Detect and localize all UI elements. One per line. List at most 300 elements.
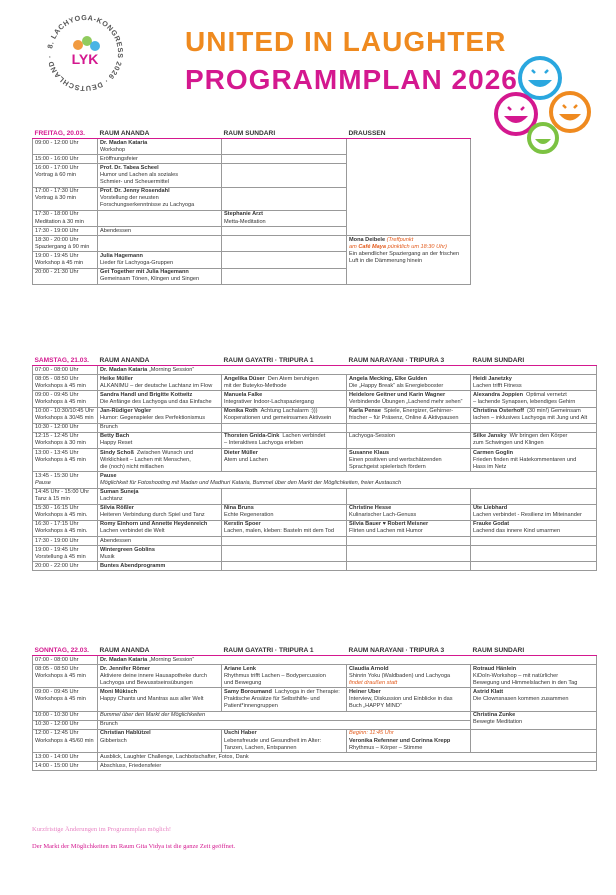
schedule-cell: Dr. Madan Kataria (100, 139, 148, 146)
schedule-cell: 13:00 - 13:45 Uhr (35, 449, 79, 456)
schedule-cell: Silvia Rößler (100, 505, 134, 512)
schedule-cell: Heidelore Geitner und Karin Wagner (349, 391, 446, 398)
schedule-cell (224, 433, 344, 440)
schedule-cell (33, 210, 98, 226)
schedule-cell: Happy Chants und Mantras aus aller Welt (100, 696, 204, 703)
schedule-cell (471, 449, 597, 472)
schedule-cell (33, 391, 98, 407)
schedule-cell: Veronika Refenner und Corinna Krepp (349, 737, 451, 744)
schedule-cell: Shinrin Yoku (Waldbaden) und Lachyoga (349, 672, 451, 679)
schedule-cell: 09:00 - 09:45 Uhr (35, 391, 79, 398)
column-header: RAUM SUNDARI (471, 647, 597, 656)
schedule-cell: Workshops à 45 min. (35, 512, 88, 519)
schedule-cell: Schmier- und Scheuermittel (100, 179, 170, 186)
schedule-cell (98, 520, 222, 536)
schedule-cell (100, 450, 219, 457)
schedule-cell (222, 375, 347, 391)
schedule-cell: Pause (35, 479, 51, 486)
schedule-cell: Brunch (98, 720, 471, 729)
table-row (33, 546, 597, 562)
schedule-cell: Silke Jansky (473, 433, 507, 440)
schedule-cell: Nina Bruns (224, 505, 254, 512)
schedule-cell: Möglichkeit für Fotoshooting mit Madan und Madhuri Kataria, Bummel über den Markt der Möglichkeiten, freier Austausch (100, 479, 402, 486)
schedule-cell (222, 432, 347, 448)
table-row (33, 366, 597, 375)
schedule-cell: Gibberisch (100, 737, 127, 744)
schedule-cell: Jan-Rüdiger Vogler (100, 408, 152, 415)
table-row (33, 656, 597, 665)
schedule-cell (473, 408, 594, 415)
schedule-cell (471, 665, 597, 688)
schedule-cell (222, 504, 347, 520)
schedule-cell: Bewegte Meditation (473, 719, 523, 726)
schedule-cell: 17:30 - 19:00 Uhr (33, 227, 98, 236)
schedule-cell: Den Atem beruhigen (267, 375, 319, 382)
schedule-cell (98, 407, 222, 423)
schedule-cell: Dieter Müller (224, 449, 258, 456)
schedule-cell: Sindy Schoß (100, 449, 134, 456)
schedule-cell (98, 210, 222, 226)
schedule-cell (471, 520, 597, 536)
schedule-cell: Ute Liebhard (473, 505, 508, 512)
schedule-cell (471, 562, 597, 571)
schedule-cell (224, 408, 344, 415)
schedule-cell: Sandra Handl und Brigitte Kottwitz (100, 391, 193, 398)
schedule-cell: 10:00 - 10:30 Uhr (33, 711, 98, 720)
schedule-cell (471, 375, 597, 391)
schedule-cell: Manuela Falke (224, 391, 263, 398)
schedule-cell: pünktlich um 18:30 Uhr) (387, 243, 447, 250)
table-row (33, 729, 597, 752)
schedule-cell: Workshops à 45 min (35, 398, 86, 405)
schedule-cell (222, 562, 347, 571)
schedule-cell: – lachende Synapsen, lebendiges Gehirn (473, 398, 576, 405)
schedule-cell (347, 729, 471, 752)
schedule-cell: Beginn: 11:45 Uhr (349, 730, 394, 737)
schedule-cell: Heidi Janetzky (473, 375, 512, 382)
schedule-cell: Hass im Netz (473, 463, 507, 470)
schedule-cell (222, 252, 347, 268)
schedule-cell: Die „Happy Break“ als Energiebooster (349, 382, 444, 389)
schedule-cell: Luft in die Dämmerung hinein (349, 258, 423, 264)
schedule-cell (222, 488, 347, 504)
schedule-cell: Get Together mit Julia Hagemann (100, 269, 189, 276)
schedule-cell (98, 375, 222, 391)
schedule-cell: Karla Pense (349, 408, 382, 415)
schedule-cell (471, 391, 597, 407)
schedule-cell: Workshops à 45 min (35, 672, 86, 679)
saturday-schedule-table (32, 357, 597, 571)
schedule-cell (349, 237, 468, 244)
schedule-cell (222, 688, 347, 711)
schedule-cell (98, 268, 222, 284)
schedule-cell (347, 665, 471, 688)
title-programmplan: PROGRAMMPLAN 2026 (185, 64, 518, 95)
schedule-cell (98, 391, 222, 407)
schedule-cell (33, 449, 98, 472)
schedule-cell (222, 449, 347, 472)
schedule-cell (98, 432, 222, 448)
schedule-cell (347, 488, 471, 504)
schedule-cell: Lachend das innere Kind umarmen (473, 528, 561, 535)
schedule-cell (98, 656, 597, 665)
schedule-cell: Buch „HAPPY MIND“ (349, 703, 402, 710)
logo-mark: LYK (71, 51, 99, 67)
schedule-cell: 10:00 - 10:30/10:45 Uhr (35, 408, 95, 415)
table-row (33, 472, 597, 488)
schedule-cell (33, 375, 98, 391)
schedule-cell (222, 537, 347, 546)
schedule-cell (98, 236, 222, 252)
schedule-cell: 16:00 - 17:00 Uhr (35, 164, 79, 171)
schedule-cell: 12:00 - 12:45 Uhr (35, 730, 79, 737)
schedule-cell: Ariane Lenk (224, 665, 257, 672)
schedule-cell: 09:00 - 09:45 Uhr (35, 688, 79, 695)
schedule-cell: Musik (100, 553, 115, 560)
schedule-cell (471, 432, 597, 448)
schedule-cell: Tanz à 15 min (35, 496, 70, 503)
schedule-cell: Ausblick, Laughter Challenge, Lachbotschafter, Fotos, Dank (98, 753, 597, 762)
column-header: RAUM SUNDARI (471, 357, 597, 366)
schedule-cell (98, 488, 222, 504)
schedule-cell: Christian Hablützel (100, 730, 151, 737)
schedule-cell: Spaziergang à 90 min (35, 243, 90, 250)
schedule-cell: Mona Deibele (349, 236, 386, 243)
schedule-cell (347, 423, 471, 432)
schedule-cell (222, 236, 347, 252)
table-row (33, 227, 471, 236)
schedule-cell (33, 488, 98, 504)
schedule-cell: „Morning Session“ (148, 366, 195, 373)
schedule-cell: Lachen trifft Fitness (473, 382, 522, 389)
schedule-cell (471, 504, 597, 520)
schedule-cell: Vorstellung à 45 min (35, 553, 86, 560)
friday-schedule-table (32, 130, 471, 285)
schedule-cell: mit der Buteyko-Methode (224, 382, 287, 389)
schedule-cell: Workshop à 45 min (35, 260, 84, 266)
schedule-cell (222, 423, 347, 432)
schedule-cell: Die Clownsnasen kommen zusammen (473, 696, 569, 703)
schedule-cell (347, 227, 471, 236)
schedule-cell: Lachtanz (100, 496, 123, 503)
schedule-cell: 20:00 - 21:30 Uhr (33, 268, 98, 284)
schedule-cell: Aktiviere deine innere Hausapotheke durch (100, 672, 207, 679)
friday-day-header: FREITAG, 20.03. (33, 130, 98, 139)
schedule-cell: Dr. Madan Kataria (100, 366, 148, 373)
schedule-cell (33, 236, 98, 252)
schedule-cell: findet draußen statt (349, 679, 398, 686)
schedule-cell (471, 729, 597, 752)
schedule-cell (222, 407, 347, 423)
schedule-cell: „Morning Session“ (148, 656, 195, 663)
schedule-cell: Wintergreen Goblins (100, 546, 155, 553)
schedule-cell (347, 520, 471, 536)
schedule-cell: Julia Hagemann (100, 252, 143, 259)
table-row (33, 375, 597, 391)
schedule-cell (222, 187, 347, 210)
column-header: RAUM GAYATRI · TRIPURA 1 (222, 647, 347, 656)
schedule-cell: Zwischen Wunsch und (136, 449, 194, 456)
schedule-cell: Atem und Lachen (224, 456, 268, 463)
schedule-cell (222, 546, 347, 562)
schedule-cell: Workshops à 45/60 min (35, 737, 94, 744)
schedule-cell (471, 537, 597, 546)
schedule-cell (347, 449, 471, 472)
schedule-cell: Optimal vernetzt (526, 391, 567, 398)
schedule-cell: Achtung Lachalarm :))) (260, 408, 318, 415)
schedule-cell (347, 139, 471, 227)
schedule-cell (33, 665, 98, 688)
schedule-cell: Lachyoga in der Therapie: (274, 688, 340, 695)
schedule-cell (33, 546, 98, 562)
schedule-cell: Sprachgeist spielerisch fördern (349, 463, 426, 470)
changes-note: Kurzfristige Änderungen im Programmplan möglich! (32, 826, 171, 833)
schedule-cell: Abendessen (98, 537, 222, 546)
schedule-cell (224, 689, 344, 696)
schedule-cell: 07:00 - 08:00 Uhr (33, 366, 98, 375)
schedule-cell: 14:00 - 15:00 Uhr (33, 762, 98, 771)
schedule-cell: Pause (100, 472, 117, 479)
schedule-cell: Moni Mükisch (100, 688, 137, 695)
schedule-cell: zum Schwingen und Klingen (473, 440, 544, 447)
schedule-cell: Integrativer Indoor-Lachspaziergang (224, 398, 314, 405)
schedule-cell: Kerstin Spoer (224, 521, 261, 528)
table-row (33, 236, 471, 252)
schedule-cell: Uschi Haber (224, 730, 257, 737)
column-header: RAUM GAYATRI · TRIPURA 1 (222, 357, 347, 366)
schedule-cell: – Interaktives Lachyoga erleben (224, 440, 304, 447)
schedule-cell: Praktische Ansätze für Selbsthilfe- und (224, 696, 320, 703)
table-row (33, 504, 597, 520)
schedule-cell (347, 236, 471, 285)
schedule-cell: Lachen verbindet - Resilienz im Miteinander (473, 512, 582, 519)
schedule-cell (33, 432, 98, 448)
schedule-cell (347, 504, 471, 520)
schedule-cell (222, 520, 347, 536)
schedule-cell (349, 408, 468, 415)
schedule-cell (471, 546, 597, 562)
schedule-cell (33, 688, 98, 711)
schedule-cell: Bummel über den Markt der Möglichkeiten (98, 711, 471, 720)
schedule-cell: KiDoIn-Workshop – mit natürlicher (473, 672, 559, 679)
schedule-cell: Lebensfreude und Gesundheit im Alter: (224, 737, 322, 744)
schedule-cell (222, 665, 347, 688)
schedule-cell (347, 375, 471, 391)
schedule-cell: Buntes Abendprogramm (98, 562, 222, 571)
schedule-cell (33, 520, 98, 536)
schedule-cell: frischer – für Präsenz, Online & Aktivpausen (349, 415, 459, 422)
schedule-cell: 14:45 Uhr - 15:00 Uhr (35, 489, 90, 495)
schedule-cell: 18:30 - 20:00 Uhr (35, 236, 79, 243)
schedule-cell: (Treffpunkt (386, 236, 414, 243)
schedule-cell (347, 391, 471, 407)
schedule-cell: Samy Boroumand (224, 688, 272, 695)
schedule-cell: Vortrag à 60 min (35, 171, 77, 178)
table-row (33, 449, 597, 472)
schedule-cell (98, 504, 222, 520)
schedule-cell (98, 449, 222, 472)
schedule-cell: Lachen verbindet die Welt (100, 528, 165, 535)
schedule-cell: Betty Bach (100, 433, 130, 440)
schedule-cell: Christina Zunke (473, 712, 516, 719)
table-row (33, 537, 597, 546)
schedule-cell: 08:05 - 08:50 Uhr (35, 375, 79, 382)
schedule-cell (471, 407, 597, 423)
schedule-cell (222, 164, 347, 187)
schedule-cell: Heiner Uber (349, 688, 381, 695)
schedule-cell: Forschungserkenntnisse zu Lachyoga (100, 202, 195, 209)
schedule-cell (222, 210, 347, 226)
schedule-cell: Workshops à 45 min (35, 456, 86, 463)
schedule-cell: Workshops à 45 min (35, 696, 86, 703)
schedule-cell (347, 688, 471, 711)
schedule-cell (33, 187, 98, 210)
schedule-cell: 20:00 - 22:00 Uhr (33, 562, 98, 571)
schedule-cell: 10:30 - 12:00 Uhr (33, 720, 98, 729)
schedule-cell (471, 711, 597, 729)
schedule-cell: Heiteren Verbindung durch Spiel und Tanz (100, 512, 205, 519)
schedule-cell (473, 392, 594, 399)
table-row (33, 488, 597, 504)
schedule-cell (33, 164, 98, 187)
schedule-cell: Lachyoga und Bewusstseinsübungen (100, 679, 193, 686)
schedule-cell: Christina Osterhoff (473, 408, 524, 415)
schedule-cell: Humor und Lachen als soziales (100, 171, 179, 178)
schedule-cell (98, 139, 222, 155)
schedule-cell: Abschluss, Friedensfeier (98, 762, 597, 771)
schedule-cell: Rotraud Hänlein (473, 665, 517, 672)
schedule-cell (98, 366, 597, 375)
schedule-cell (224, 376, 344, 383)
table-row (33, 665, 597, 688)
schedule-cell: Lachyoga-Session (347, 432, 471, 448)
schedule-cell (347, 546, 471, 562)
schedule-cell (473, 433, 594, 440)
table-row (33, 562, 597, 571)
schedule-cell: Gemeinsam Tönen, Klingen und Singen (100, 276, 200, 283)
schedule-cell: Einen positiven und wertschätzenden (349, 456, 442, 463)
schedule-cell (222, 139, 347, 155)
schedule-cell: Workshops à 45 min (35, 382, 86, 389)
table-row (33, 711, 597, 720)
schedule-cell: Heike Müller (100, 375, 133, 382)
schedule-cell: 09:00 - 12:00 Uhr (33, 139, 98, 155)
schedule-cell: Monika Roth (224, 408, 258, 415)
schedule-cell: Vortrag à 30 min (35, 195, 77, 202)
schedule-cell: am (349, 243, 357, 250)
table-row (33, 753, 597, 762)
schedule-cell: Rhythmus trifft Lachen – Bodypercussion (224, 672, 326, 679)
schedule-cell: Vorstellung der neusten (100, 195, 159, 202)
schedule-cell: Workshop (100, 146, 126, 153)
table-row (33, 391, 597, 407)
schedule-cell: Christine Hesse (349, 505, 392, 512)
table-row (33, 762, 597, 771)
schedule-cell: Spiele, Energizer, Gehirner- (384, 408, 454, 415)
schedule-cell (347, 537, 471, 546)
schedule-cell: 10:30 - 12:00 Uhr (33, 423, 98, 432)
schedule-cell (347, 407, 471, 423)
schedule-cell: 19:00 - 19:45 Uhr (35, 546, 79, 553)
schedule-cell (33, 729, 98, 752)
schedule-cell: Angela Mecking, Elke Gulden (349, 375, 428, 382)
schedule-cell: Humor: Gegenspieler des Perfektionismus (100, 415, 206, 422)
column-header: RAUM NARAYANI · TRIPURA 3 (347, 647, 471, 656)
schedule-cell: 17:00 - 17:30 Uhr (35, 188, 79, 195)
schedule-cell: Kooperationen und gemeinsames Aktivsein (224, 415, 332, 422)
schedule-cell: Tanzen, Lachen, Entspannen (224, 744, 297, 751)
schedule-cell (33, 252, 98, 268)
outside-header: DRAUSSEN (347, 130, 471, 139)
schedule-cell: Workshops à 30 min (35, 440, 86, 447)
schedule-cell: 13:45 - 15:30 Uhr (35, 472, 79, 479)
schedule-cell (471, 423, 597, 432)
laughing-faces-illustration (488, 50, 598, 160)
schedule-cell (347, 562, 471, 571)
schedule-cell: (30 min!) Gemeinsam (526, 408, 581, 415)
schedule-cell: Abendessen (98, 227, 222, 236)
schedule-cell (33, 504, 98, 520)
schedule-cell (222, 268, 347, 284)
schedule-cell: Dr. Jennifer Römer (100, 665, 151, 672)
schedule-cell: Happy Reset (100, 440, 133, 447)
column-header: RAUM NARAYANI · TRIPURA 3 (347, 357, 471, 366)
table-row (33, 139, 471, 155)
schedule-cell: und Bewegung (224, 679, 262, 686)
schedule-cell (33, 407, 98, 423)
schedule-cell (98, 729, 222, 752)
schedule-cell (471, 488, 597, 504)
schedule-cell: Interview, Diskussion und Einblicke in das (349, 696, 453, 703)
schedule-cell: Claudia Arnold (349, 665, 389, 672)
schedule-cell (98, 472, 597, 488)
schedule-cell (222, 227, 347, 236)
schedule-cell: Eröffnungsfeier (98, 155, 222, 164)
schedule-cell: Patient*innengruppen (224, 703, 278, 710)
schedule-cell: 07:00 - 08:00 Uhr (33, 656, 98, 665)
schedule-cell: Lachen verbindet (282, 433, 326, 440)
schedule-cell: 17:30 - 18:00 Uhr (35, 211, 79, 218)
schedule-cell: 19:00 - 19:45 Uhr (35, 252, 79, 259)
schedule-cell: Frauke Godat (473, 521, 510, 528)
schedule-cell: Wir bringen den Körper (509, 433, 568, 440)
market-note: Der Markt der Möglichkeiten im Raum Gita Vidya ist die ganze Zeit geöffnet. (32, 843, 236, 850)
schedule-cell: Die Anfänge des Lachyoga und das Einfache (100, 398, 212, 405)
schedule-cell (98, 164, 222, 187)
saturday-day-header: SAMSTAG, 21.03. (33, 357, 98, 366)
schedule-cell: Verbindende Übungen „Lachend mehr sehen“ (349, 398, 463, 405)
room-sundari-header: RAUM SUNDARI (222, 130, 347, 139)
schedule-cell: 08:05 - 08:50 Uhr (35, 665, 79, 672)
schedule-cell: Workshops à 45 min. (35, 528, 88, 535)
schedule-cell: 16:30 - 17:15 Uhr (35, 521, 79, 528)
schedule-cell: 12:15 - 12:45 Uhr (35, 433, 79, 440)
column-header: RAUM ANANDA (98, 647, 222, 656)
room-ananda-header: RAUM ANANDA (98, 130, 222, 139)
sunday-schedule-table (32, 647, 597, 771)
schedule-cell: 17:30 - 19:00 Uhr (33, 537, 98, 546)
schedule-cell (98, 688, 222, 711)
schedule-cell: Bewegung und Himmelslachen in den Tag (473, 679, 578, 686)
schedule-cell: Suman Suneja (100, 489, 139, 495)
schedule-cell: Dr. Madan Kataria (100, 656, 148, 663)
schedule-cell (98, 187, 222, 210)
schedule-cell (222, 391, 347, 407)
table-row (33, 688, 597, 711)
schedule-cell: Romy Einhorn und Annette Heydenreich (100, 521, 208, 528)
schedule-cell (349, 244, 468, 251)
schedule-cell: Angelika Düser (224, 375, 265, 382)
